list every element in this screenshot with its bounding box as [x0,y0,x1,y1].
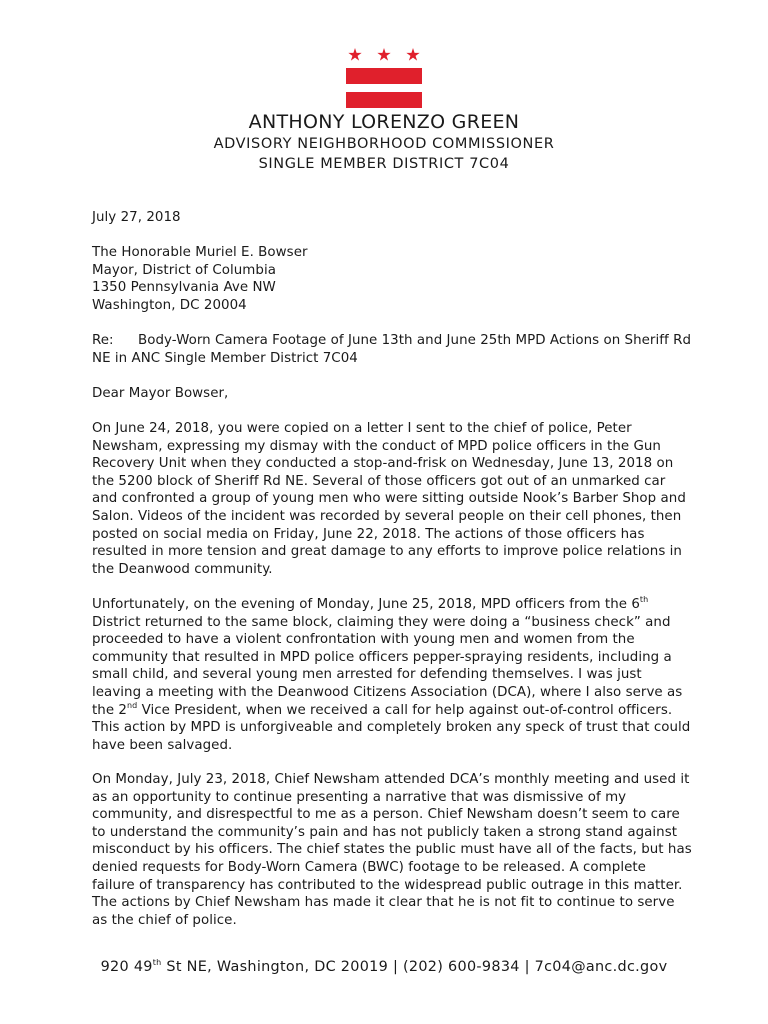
subject-label: Re: [92,333,114,348]
paragraph-1: On June 24, 2018, you were copied on a letter I sent to the chief of police, Peter Newsham, expressing my dismay with the conduct of MPD police officers in the Gun Recovery Unit when they conducted a stop-and-frisk on Wednesday, June 13, 2018 on the 5200 block of Sheriff Rd NE. Several of those officers got out of an unmarked car and confronted a group of young men who were sitting outside Nook’s Barber Shop and Salon. Videos of the incident was recorded by several people on their cell phones, then posted on social media on Friday, June 22, 2018. The actions of those officers has resulted in more tension and great damage to any efforts to improve police relations in the Deanwood community. [92,421,686,577]
ordinal-suffix: th [639,595,649,604]
flag-star-right [406,48,419,61]
flag-star-left [348,48,361,61]
dc-flag-icon [346,48,422,112]
paragraph-2 [92,596,692,754]
footer-address-number: 920 49 [100,959,153,975]
footer-address-rest: St NE, Washington, DC 20019 | (202) 600-9834 | 7c04@anc.dc.gov [161,959,668,975]
flag-star-center [377,48,390,61]
recipient-address [92,244,692,314]
subject-text: Body-Worn Camera Footage of June 13th and June 25th MPD Actions on Sheriff Rd NE in ANC Single Member District 7C04 [92,333,691,366]
letter-date: July 27, 2018 [92,210,181,225]
salutation: Dear Mayor Bowser, [92,386,229,401]
recipient-line: The Honorable Muriel E. Bowser [92,245,308,260]
ordinal-suffix: nd [127,700,138,710]
recipient-line: Washington, DC 20004 [92,297,247,313]
flag-bar-bottom [346,92,422,108]
recipient-line: 1350 Pennsylvania Ave NW [92,280,276,296]
subject-line [92,332,692,367]
paragraph-2-part-c: Vice President, when we received a call for help against out-of-control officers. This action by MPD is unforgiveable and completely broken any speck of trust that could have been salvaged. [92,702,691,753]
flag-bar-top [346,68,422,84]
paragraph-3: On Monday, July 23, 2018, Chief Newsham attended DCA’s monthly meeting and used it as an opportunity to continue presenting a narrative that was dismissive of my community, and disrespectful to me as a person. Chief Newsham doesn’t seem to care to understand the community’s pain and has not publicly taken a strong stand against misconduct by his officers. The chief states the public must have all of the facts, but has denied requests for Body-Worn Camera (BWC) footage to be released. A complete failure of transparency has contributed to the widespread public outrage in this matter. The actions by Chief Newsham has made it clear that he is not fit to continue to serve as the chief of police. [92,772,692,928]
recipient-line: Mayor, District of Columbia [92,262,276,278]
paragraph-2-part-a: Unfortunately, on the evening of Monday, June 25, 2018, MPD officers from the 6 [92,597,640,612]
ordinal-suffix: th [152,958,162,967]
commissioner-name: ANTHONY LORENZO GREEN [248,111,520,133]
commissioner-title: ADVISORY NEIGHBORHOOD COMMISSIONER [213,136,555,152]
footer-contact [0,959,768,975]
commissioner-district: SINGLE MEMBER DISTRICT 7C04 [258,156,510,172]
paragraph-2-part-b: District returned to the same block, claiming they were doing a “business check” and proceeded to have a violent confrontation with young men and women from the community that resulted in MPD police officers pepper-spraying residents, including a small child, and several young men arrested for defending themselves. I was just leaving a meeting with the Deanwood Citizens Association (DCA), where I also serve as the 2 [92,614,683,718]
